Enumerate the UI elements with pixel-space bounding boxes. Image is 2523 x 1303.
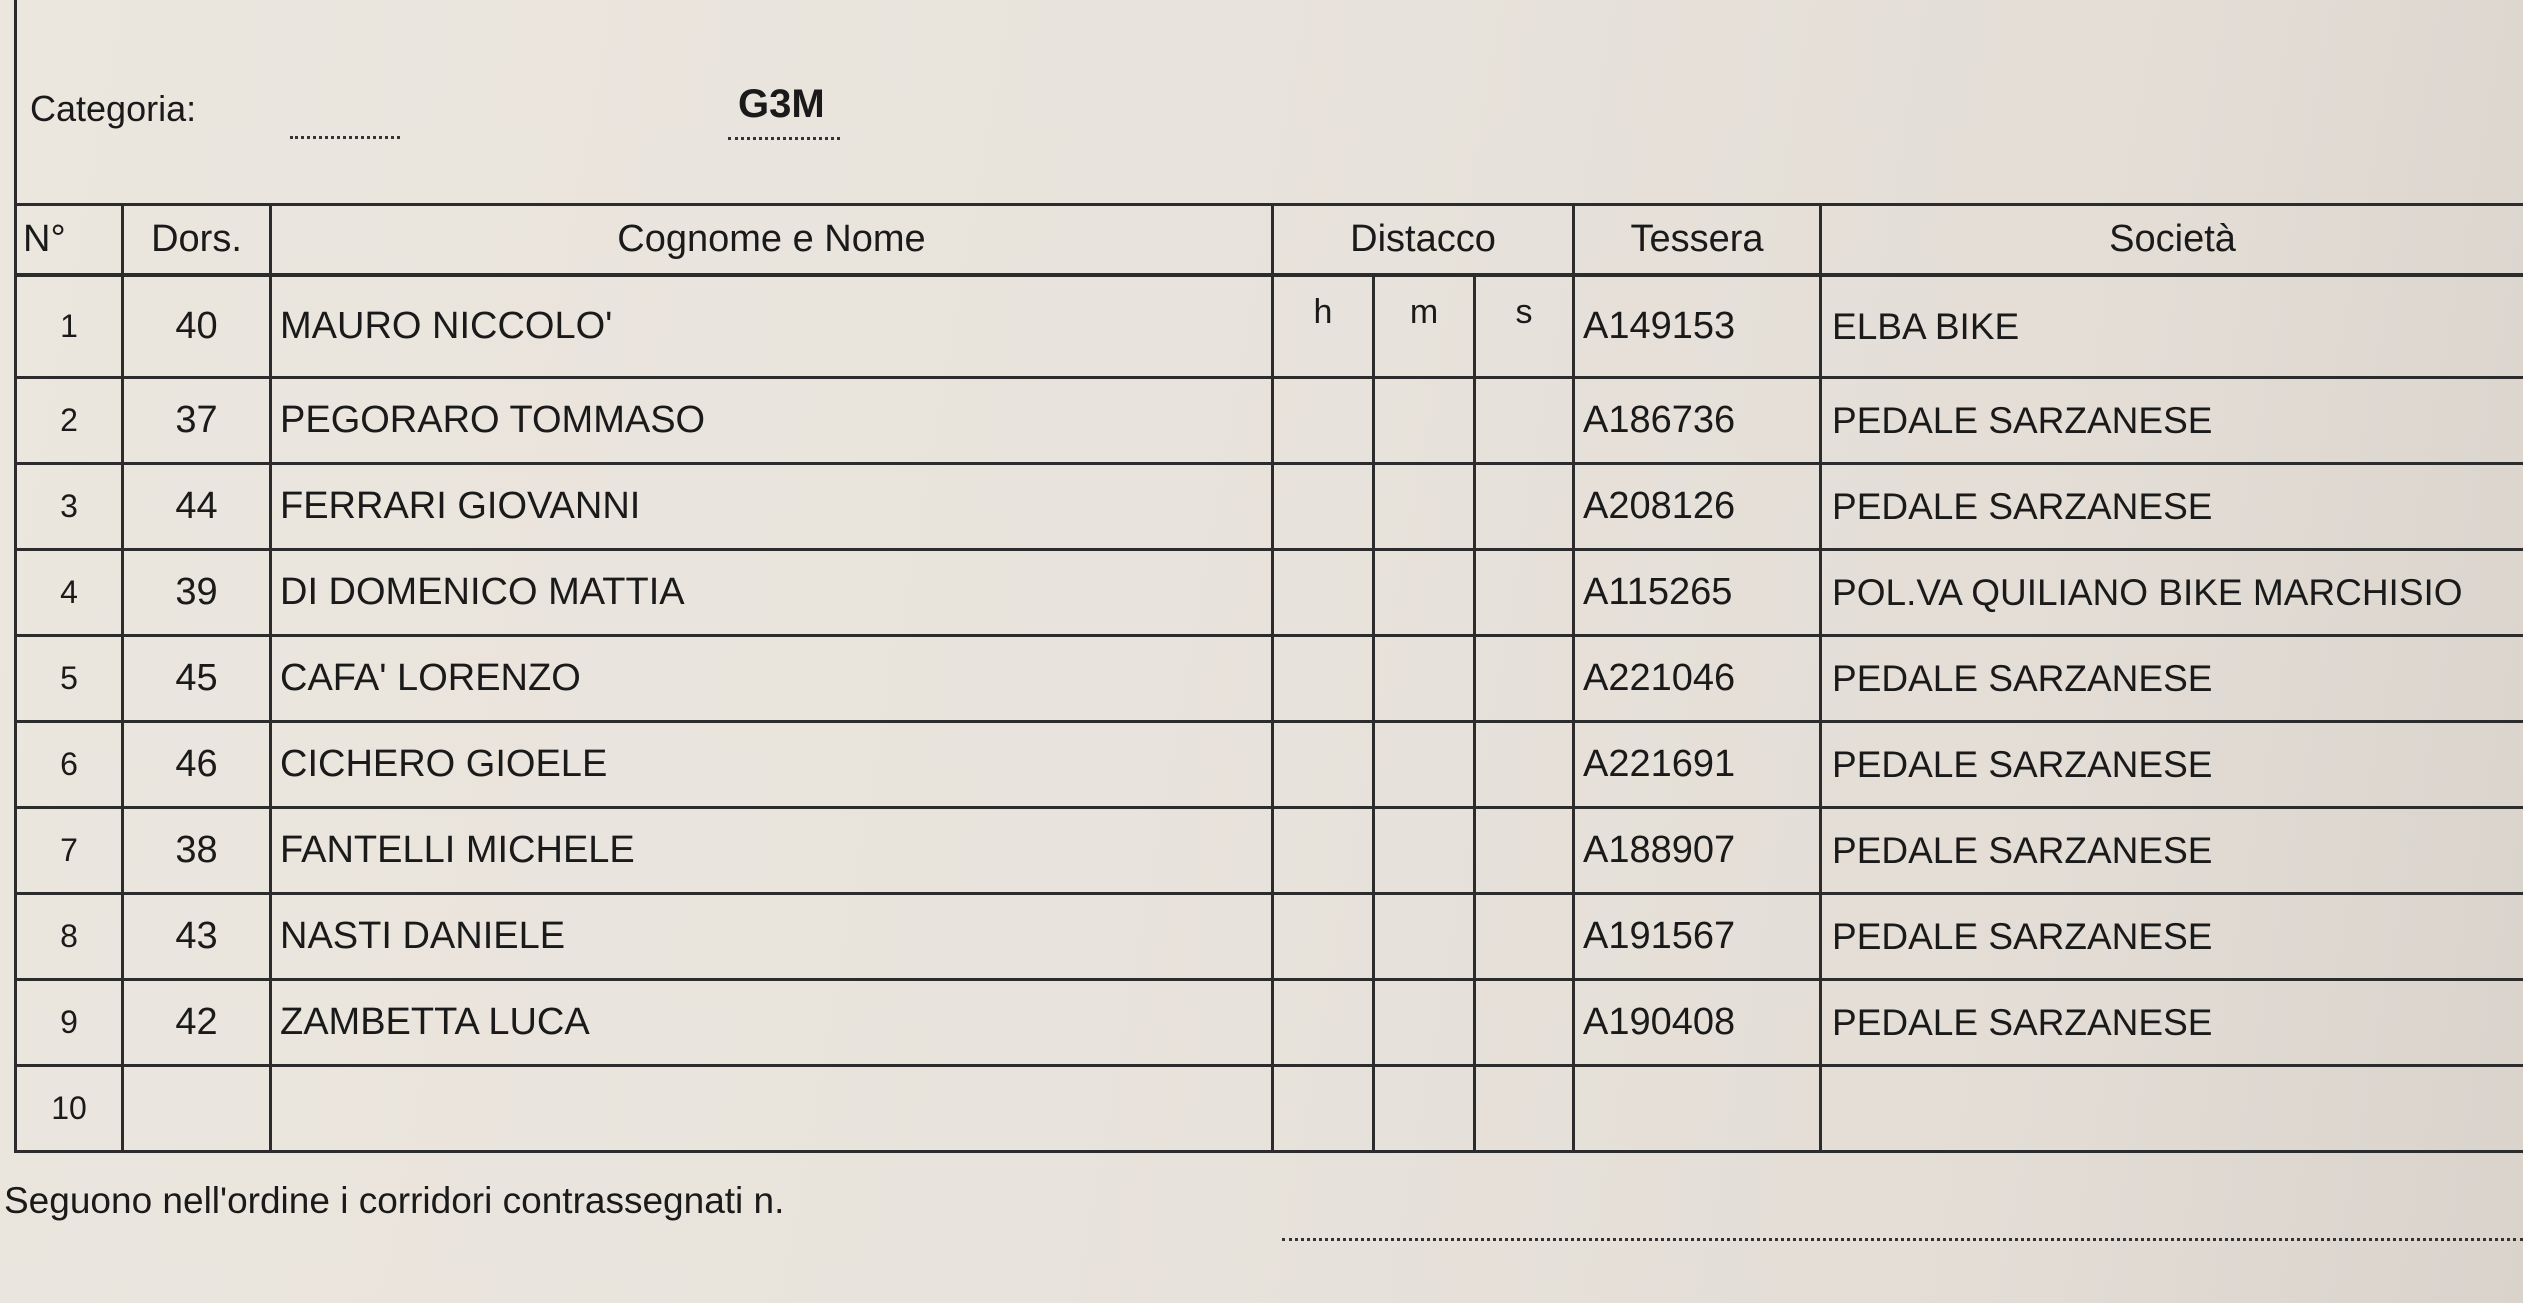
distacco-seconds — [1475, 550, 1574, 636]
distacco-minutes — [1374, 722, 1475, 808]
footer-text: Seguono nell'ordine i corridori contrassegnati n. — [4, 1180, 785, 1221]
distacco-seconds — [1475, 1066, 1574, 1152]
table-row — [16, 275, 2523, 378]
bib-number: 37 — [123, 378, 271, 464]
distacco-hours — [1273, 550, 1374, 636]
tessera: A149153 — [1574, 275, 1821, 378]
tessera: A186736 — [1574, 378, 1821, 464]
bib-number: 44 — [123, 464, 271, 550]
table-row — [16, 722, 2523, 808]
distacco-seconds — [1475, 722, 1574, 808]
footer-dotted-line — [1282, 1238, 2523, 1241]
distacco-minutes — [1374, 464, 1475, 550]
societa: PEDALE SARZANESE — [1821, 464, 2523, 550]
distacco-seconds — [1475, 464, 1574, 550]
distacco-hours — [1273, 636, 1374, 722]
row-number: 9 — [16, 980, 123, 1066]
table-row — [16, 464, 2523, 550]
column-header-num: N° — [16, 205, 123, 276]
tessera: A190408 — [1574, 980, 1821, 1066]
distacco-minutes — [1374, 636, 1475, 722]
bib-number: 39 — [123, 550, 271, 636]
tessera: A115265 — [1574, 550, 1821, 636]
row-number: 5 — [16, 636, 123, 722]
distacco-minutes — [1374, 378, 1475, 464]
column-header-dors: Dors. — [123, 205, 271, 276]
distacco-hours — [1273, 980, 1374, 1066]
categoria-value: G3M — [738, 82, 825, 126]
rider-name: CAFA' LORENZO — [271, 636, 1273, 722]
bib-number — [123, 1066, 271, 1152]
row-number: 3 — [16, 464, 123, 550]
distacco-seconds — [1475, 636, 1574, 722]
distacco-seconds — [1475, 808, 1574, 894]
row-number: 6 — [16, 722, 123, 808]
row-number: 8 — [16, 894, 123, 980]
tessera — [1574, 1066, 1821, 1152]
table-row — [16, 980, 2523, 1066]
bib-number: 40 — [123, 275, 271, 378]
societa: PEDALE SARZANESE — [1821, 894, 2523, 980]
margin-rule — [14, 0, 17, 205]
table-row — [16, 894, 2523, 980]
distacco-hours — [1273, 1066, 1374, 1152]
societa: ELBA BIKE — [1821, 275, 2523, 378]
rider-name: NASTI DANIELE — [271, 894, 1273, 980]
table-header-row — [16, 205, 2523, 276]
bib-number: 38 — [123, 808, 271, 894]
distacco-hours — [1273, 722, 1374, 808]
bib-number: 45 — [123, 636, 271, 722]
table-row — [16, 636, 2523, 722]
row-number: 4 — [16, 550, 123, 636]
distacco-minutes — [1374, 550, 1475, 636]
column-header-tessera: Tessera — [1574, 205, 1821, 276]
row-number: 10 — [16, 1066, 123, 1152]
societa — [1821, 1066, 2523, 1152]
distacco-minutes — [1374, 1066, 1475, 1152]
tessera: A221046 — [1574, 636, 1821, 722]
societa: PEDALE SARZANESE — [1821, 378, 2523, 464]
table-row — [16, 1066, 2523, 1152]
rider-name: ZAMBETTA LUCA — [271, 980, 1273, 1066]
bib-number: 43 — [123, 894, 271, 980]
table-row — [16, 378, 2523, 464]
distacco-seconds — [1475, 378, 1574, 464]
distacco-hours-label: h — [1273, 275, 1374, 378]
rider-name: CICHERO GIOELE — [271, 722, 1273, 808]
categoria-label: Categoria: — [30, 88, 197, 129]
results-table — [14, 203, 2523, 1153]
societa: PEDALE SARZANESE — [1821, 636, 2523, 722]
tessera: A208126 — [1574, 464, 1821, 550]
rider-name — [271, 1066, 1273, 1152]
distacco-hours — [1273, 378, 1374, 464]
tessera: A191567 — [1574, 894, 1821, 980]
rider-name: FANTELLI MICHELE — [271, 808, 1273, 894]
distacco-minutes — [1374, 808, 1475, 894]
distacco-minutes — [1374, 894, 1475, 980]
tessera: A188907 — [1574, 808, 1821, 894]
distacco-seconds — [1475, 894, 1574, 980]
distacco-minutes-label: m — [1374, 275, 1475, 378]
distacco-hours — [1273, 894, 1374, 980]
distacco-minutes — [1374, 980, 1475, 1066]
tessera: A221691 — [1574, 722, 1821, 808]
table-row — [16, 808, 2523, 894]
bib-number: 42 — [123, 980, 271, 1066]
table-row — [16, 550, 2523, 636]
rider-name: PEGORARO TOMMASO — [271, 378, 1273, 464]
dotted-underline — [728, 137, 840, 140]
row-number: 2 — [16, 378, 123, 464]
row-number: 1 — [16, 275, 123, 378]
societa: PEDALE SARZANESE — [1821, 808, 2523, 894]
societa: PEDALE SARZANESE — [1821, 722, 2523, 808]
rider-name: MAURO NICCOLO' — [271, 275, 1273, 378]
row-number: 7 — [16, 808, 123, 894]
societa: POL.VA QUILIANO BIKE MARCHISIO — [1821, 550, 2523, 636]
distacco-seconds — [1475, 980, 1574, 1066]
distacco-seconds-label: s — [1475, 275, 1574, 378]
distacco-hours — [1273, 808, 1374, 894]
column-header-name: Cognome e Nome — [271, 205, 1273, 276]
dotted-line — [290, 136, 400, 139]
rider-name: DI DOMENICO MATTIA — [271, 550, 1273, 636]
bib-number: 46 — [123, 722, 271, 808]
distacco-hours — [1273, 464, 1374, 550]
societa: PEDALE SARZANESE — [1821, 980, 2523, 1066]
rider-name: FERRARI GIOVANNI — [271, 464, 1273, 550]
column-header-distacco: Distacco — [1273, 205, 1574, 276]
column-header-societa: Società — [1821, 205, 2523, 276]
